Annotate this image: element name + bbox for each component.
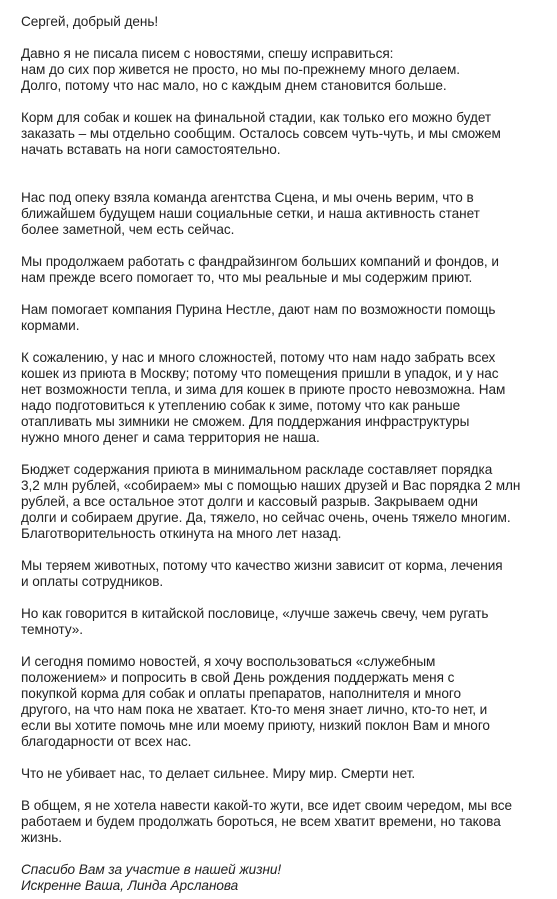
text-line: Давно я не писала писем с новостями, спешу исправиться: <box>21 46 394 61</box>
text-line: надо подготовиться к утеплению собак к зиме, потому что как раньше <box>21 398 461 413</box>
text-line: 3,2 млн рублей, «собираем» мы с помощью наших друзей и Вас порядка 2 млн <box>21 478 521 493</box>
text-line: ближайшем будущем наши социальные сетки, и наша активность станет <box>21 206 480 221</box>
text-line: кошек из приюта в Москву; потому что помещения пришли в упадок, и у нас <box>21 366 499 381</box>
text-line: К сожалению, у нас и много сложностей, потому что нам надо забрать всех <box>21 350 496 365</box>
text-line: Благотворительность откинута на много лет назад. <box>21 526 342 541</box>
paragraph-feed <box>21 110 541 158</box>
signoff <box>21 862 541 894</box>
paragraph-budget <box>21 462 541 542</box>
text-line: Корм для собак и кошек на финальной стадии, как только его можно будет <box>21 110 492 125</box>
text-line: И сегодня помимо новостей, я хочу воспользоваться «служебным <box>21 654 436 669</box>
greeting <box>21 14 541 30</box>
text-line: благодарности от всех нас. <box>21 734 192 749</box>
paragraph-fundraising <box>21 254 541 286</box>
greeting-line: Сергей, добрый день! <box>21 14 159 29</box>
text-line: работаем и будем продолжать бороться, не всем хватит времени, но такова <box>21 814 501 829</box>
text-line: Но как говорится в китайской пословице, «лучше зажечь свечу, чем ругать <box>21 606 489 621</box>
paragraph-conclusion <box>21 798 541 846</box>
closing-thanks: Спасибо Вам за участие в нашей жизни! <box>21 862 282 877</box>
text-line: начать вставать на ноги самостоятельно. <box>21 142 281 157</box>
text-line: если вы хотите помочь мне или моему приюту, низкий поклон Вам и много <box>21 718 490 733</box>
text-line: Нам помогает компания Пурина Нестле, дают нам по возможности помощь <box>21 302 496 317</box>
text-line: долги и собираем другие. Да, тяжело, но сейчас очень, очень тяжело многим. <box>21 510 511 525</box>
paragraph-difficulties <box>21 350 541 446</box>
text-line: более заметной, чем есть сейчас. <box>21 222 235 237</box>
text-line: нам до сих пор живется не просто, но мы по-прежнему много делаем. <box>21 62 460 77</box>
text-line: нет возможности тепла, и зима для кошек в приюте просто невозможна. Нам <box>21 382 506 397</box>
text-line: нам прежде всего помогает то, что мы реальные и мы содержим приют. <box>21 270 473 285</box>
text-line: рублей, а все остальное этот долги и кассовый разрыв. Закрываем одни <box>21 494 478 509</box>
text-line: Долго, потому что нас мало, но с каждым днем становится больше. <box>21 78 447 93</box>
text-line: другого, на что нам пока не хватает. Кто-то меня знает лично, кто-то нет, и <box>21 702 488 717</box>
text-line: В общем, я не хотела навести какой-то жути, все идет своим чередом, мы все <box>21 798 512 813</box>
paragraph-intro <box>21 46 541 94</box>
text-line: покупкой корма для собак и оплаты препаратов, наполнителя и много <box>21 686 462 701</box>
text-line: и оплаты сотрудников. <box>21 574 164 589</box>
text-line: Мы продолжаем работать с фандрайзингом больших компаний и фондов, и <box>21 254 499 269</box>
text-line: отапливать мы зимники не сможем. Для поддержания инфраструктуры <box>21 414 470 429</box>
paragraph-motto <box>21 766 541 782</box>
text-line: жизнь. <box>21 830 62 845</box>
letter <box>21 14 541 894</box>
text-line: заказать – мы отдельно сообщим. Осталось совсем чуть-чуть, и мы сможем <box>21 126 501 141</box>
paragraph-losses <box>21 558 541 590</box>
text-line: кормами. <box>21 318 80 333</box>
text-line: Мы теряем животных, потому что качество жизни зависит от корма, лечения <box>21 558 503 573</box>
text-line: нужно много денег и сама территория не наша. <box>21 430 320 445</box>
text-line: Нас под опеку взяла команда агентства Сцена, и мы очень верим, что в <box>21 190 474 205</box>
text-line: темноту». <box>21 622 83 637</box>
signature: Искренне Ваша, Линда Арсланова <box>21 878 239 893</box>
paragraph-birthday-request <box>21 654 541 750</box>
paragraph-agency <box>21 190 541 238</box>
paragraph-purina <box>21 302 541 334</box>
paragraph-proverb <box>21 606 541 638</box>
text-line: Бюджет содержания приюта в минимальном раскладе составляет порядка <box>21 462 493 477</box>
text-line: положением» и попросить в свой День рождения поддержать меня с <box>21 670 455 685</box>
text-line: Что не убивает нас, то делает сильнее. Миру мир. Смерти нет. <box>21 766 416 781</box>
